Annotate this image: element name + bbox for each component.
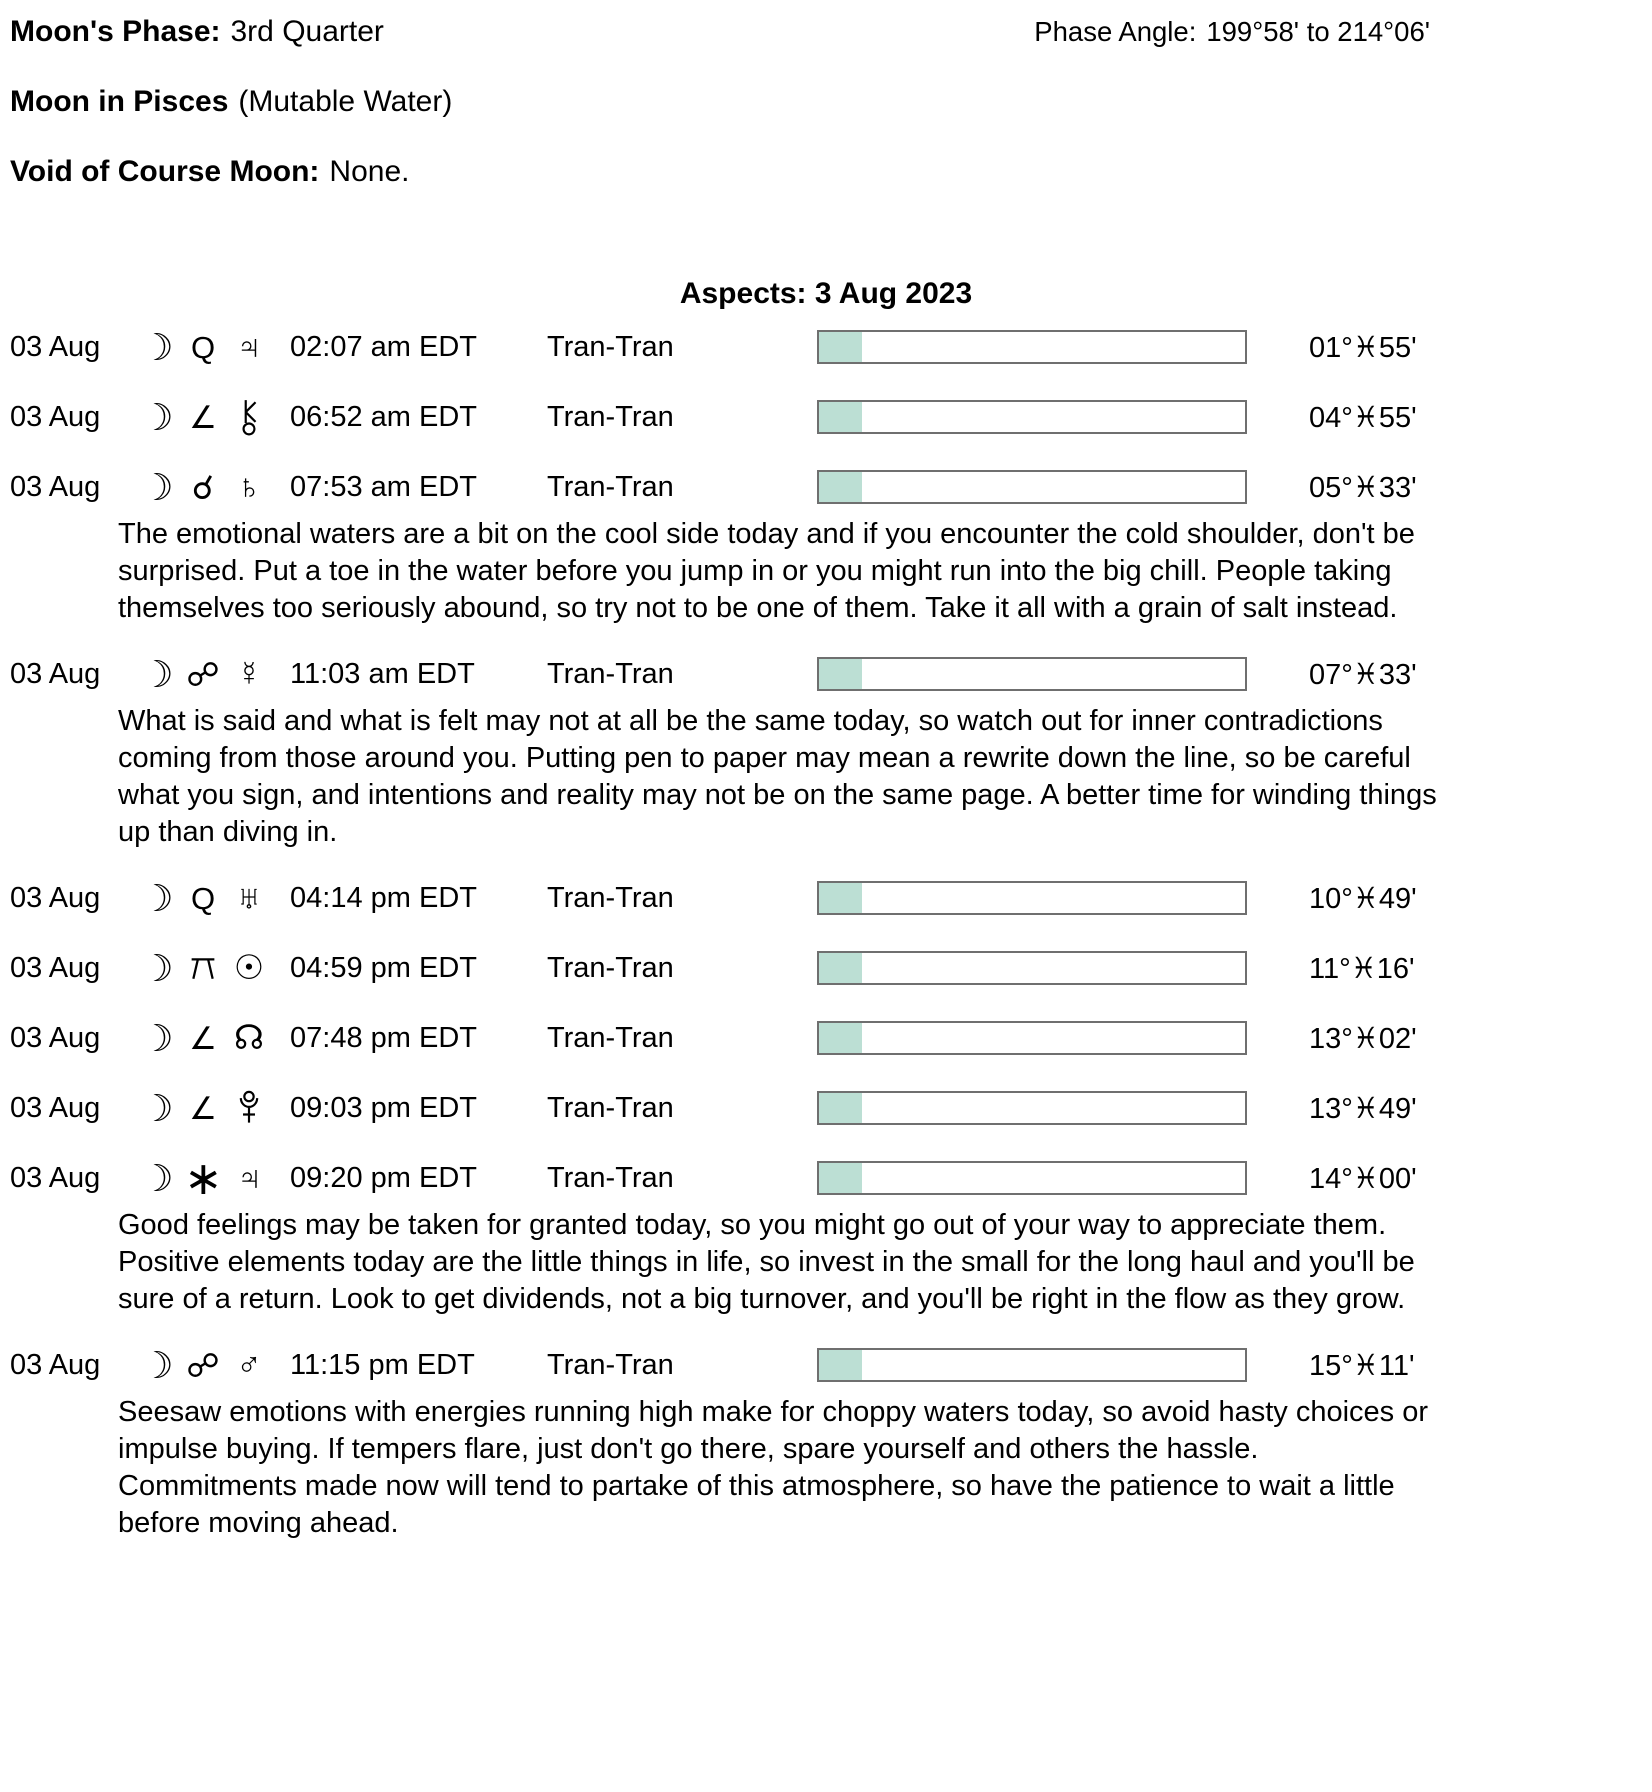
- aspect-type: Tran-Tran: [547, 1021, 674, 1054]
- quincunx-icon: [184, 956, 222, 981]
- orb-progress-bar: [817, 470, 1247, 504]
- aspect-type: Tran-Tran: [547, 330, 674, 363]
- moons-phase-label: Moon's Phase:: [10, 15, 221, 48]
- aspect-symbols: [138, 1017, 290, 1059]
- orb-progress-bar: [817, 330, 1247, 364]
- moon-icon: ☽: [140, 877, 174, 919]
- aspect-symbols: [138, 1152, 290, 1204]
- jupiter-icon: ♃: [236, 1159, 263, 1197]
- aspect-date: 03 Aug: [10, 1161, 101, 1194]
- aspect-degree: 13°♓49': [1309, 1092, 1417, 1125]
- phase-angle-label: Phase Angle:: [1034, 16, 1197, 47]
- orb-progress-fill: [819, 883, 862, 913]
- sun-icon: ☉: [233, 949, 265, 987]
- orb-progress-fill: [819, 1023, 862, 1053]
- aspect-degree: 11°♓16': [1309, 952, 1415, 985]
- aspect-time: 09:03 pm EDT: [290, 1091, 477, 1124]
- aspect-date: 03 Aug: [10, 1091, 101, 1124]
- aspect-time: 04:14 pm EDT: [290, 881, 477, 914]
- quintile-icon: Q: [190, 880, 216, 916]
- aspect-type: Tran-Tran: [547, 951, 674, 984]
- aspect-type: Tran-Tran: [547, 1348, 674, 1381]
- aspect-time: 07:53 am EDT: [290, 470, 477, 503]
- aspect-degree: 13°♓02': [1309, 1022, 1417, 1055]
- orb-progress-fill: [819, 1350, 862, 1380]
- moon-icon: ☽: [140, 1344, 174, 1386]
- moons-phase-value: 3rd Quarter: [230, 15, 384, 48]
- orb-progress-fill: [819, 1163, 862, 1193]
- aspect-date: 03 Aug: [10, 881, 101, 914]
- conjunction-icon: ☌: [191, 468, 215, 506]
- aspect-date: 03 Aug: [10, 400, 101, 433]
- aspect-time: 06:52 am EDT: [290, 400, 477, 433]
- aspect-symbols: [138, 466, 290, 508]
- moon-icon: ☽: [140, 653, 174, 695]
- aspects-title: Aspects: 3 Aug 2023: [679, 277, 973, 310]
- aspect-degree: 14°♓00': [1309, 1162, 1417, 1195]
- header-row-void-of-course: [10, 154, 1652, 190]
- aspect-row: [10, 1073, 1652, 1143]
- aspect-date: 03 Aug: [10, 330, 101, 363]
- aspect-type: Tran-Tran: [547, 400, 674, 433]
- aspect-row: [10, 312, 1652, 382]
- aspect-symbols: [138, 396, 290, 438]
- aspect-row: [10, 1003, 1652, 1073]
- orb-progress-bar: [817, 881, 1247, 915]
- orb-progress-bar: [817, 951, 1247, 985]
- void-of-course-value: None.: [329, 155, 410, 188]
- orb-progress-bar: [817, 400, 1247, 434]
- orb-progress-bar: [817, 1161, 1247, 1195]
- orb-progress-fill: [819, 332, 862, 362]
- aspect-degree: 07°♓33': [1309, 658, 1417, 691]
- aspect-date: 03 Aug: [10, 1348, 101, 1381]
- orb-progress-fill: [819, 472, 862, 502]
- orb-progress-bar: [817, 1091, 1247, 1125]
- north-node-icon: ☊: [233, 1019, 265, 1057]
- sextile-icon: ∗: [184, 1152, 223, 1204]
- mercury-icon: ☿: [236, 655, 262, 693]
- aspect-symbols: [138, 326, 290, 368]
- aspect-date: 03 Aug: [10, 1021, 101, 1054]
- moon-icon: ☽: [140, 1157, 174, 1199]
- aspect-symbols: [138, 1087, 290, 1129]
- aspect-time: 11:15 pm EDT: [290, 1348, 475, 1381]
- aspect-degree: 01°♓55': [1309, 331, 1417, 364]
- semisquare-icon: ∠: [189, 1090, 217, 1126]
- orb-progress-bar: [817, 657, 1247, 691]
- orb-progress-bar: [817, 1021, 1247, 1055]
- aspect-degree: 05°♓33': [1309, 471, 1417, 504]
- opposition-icon: ☍: [186, 655, 220, 693]
- aspect-symbols: [138, 1344, 290, 1386]
- aspect-row: [10, 1330, 1652, 1400]
- aspect-degree: 04°♓55': [1309, 401, 1417, 434]
- opposition-icon: ☍: [186, 1346, 220, 1384]
- orb-progress-fill: [819, 1093, 862, 1123]
- aspect-time: 11:03 am EDT: [290, 657, 475, 690]
- moon-icon: ☽: [140, 1017, 174, 1059]
- aspect-type: Tran-Tran: [547, 470, 674, 503]
- aspect-symbols: [138, 877, 290, 919]
- moon-icon: ☽: [140, 466, 174, 508]
- aspect-time: 07:48 pm EDT: [290, 1021, 477, 1054]
- orb-progress-fill: [819, 402, 862, 432]
- aspect-symbols: [138, 947, 290, 989]
- orb-progress-fill: [819, 659, 862, 689]
- moon-icon: ☽: [140, 396, 174, 438]
- aspect-row: [10, 452, 1652, 522]
- moon-icon: ☽: [140, 947, 174, 989]
- aspect-row: [10, 382, 1652, 452]
- chiron-icon: [230, 399, 268, 436]
- saturn-icon: ♄: [236, 468, 262, 506]
- phase-angle: [1034, 16, 1430, 48]
- aspect-interpretation: What is said and what is felt may not at all be the same today, so watch out for inner contradictions coming from those around you. Putting pen to paper may mean a rewrite down the line, so be careful what you sign, and intentions and reality may not be on the same page. A better time for winding things up than diving in.: [118, 705, 1437, 848]
- uranus-icon: ♅: [236, 879, 262, 917]
- aspect-type: Tran-Tran: [547, 1091, 674, 1124]
- aspect-type: Tran-Tran: [547, 881, 674, 914]
- aspect-row: [10, 639, 1652, 709]
- aspect-time: 09:20 pm EDT: [290, 1161, 477, 1194]
- moon-icon: ☽: [140, 326, 174, 368]
- orb-progress-bar: [817, 1348, 1247, 1382]
- quintile-icon: Q: [190, 329, 216, 365]
- aspect-degree: 15°♓11': [1309, 1349, 1415, 1382]
- moon-sign-note: (Mutable Water): [238, 85, 453, 118]
- aspect-date: 03 Aug: [10, 657, 101, 690]
- jupiter-icon: ♃: [236, 328, 262, 366]
- mars-icon: ♂: [236, 1346, 262, 1384]
- aspect-row: [10, 863, 1652, 933]
- pluto-icon: [230, 1090, 268, 1127]
- header-row-moon-sign: [10, 84, 1652, 120]
- semisquare-icon: ∠: [189, 1020, 217, 1056]
- semisquare-icon: ∠: [189, 399, 217, 435]
- aspect-symbols: [138, 653, 290, 695]
- aspect-time: 02:07 am EDT: [290, 330, 477, 363]
- aspect-degree: 10°♓49': [1309, 882, 1417, 915]
- aspect-interpretation: Good feelings may be taken for granted today, so you might go out of your way to appreciate them. Positive elements today are the little things in life, so invest in the small for the long haul and you'll be sure of a return. Look to get dividends, not a big turnover, and you'll be right in the flow as they grow.: [118, 1209, 1415, 1315]
- aspect-row: [10, 933, 1652, 1003]
- moon-icon: ☽: [140, 1087, 174, 1129]
- aspect-type: Tran-Tran: [547, 1161, 674, 1194]
- aspect-row: [10, 1143, 1652, 1213]
- aspect-time: 04:59 pm EDT: [290, 951, 477, 984]
- aspect-type: Tran-Tran: [547, 657, 674, 690]
- moon-sign-label: Moon in Pisces: [10, 85, 229, 118]
- orb-progress-fill: [819, 953, 862, 983]
- aspect-list: [10, 312, 1652, 1542]
- aspect-interpretation: The emotional waters are a bit on the cool side today and if you encounter the cold shoulder, don't be surprised. Put a toe in the water before you jump in or you might run into the big chill. People taking themselves too seriously abound, so try not to be one of them. Take it all with a grain of salt instead.: [118, 518, 1415, 624]
- void-of-course-label: Void of Course Moon:: [10, 155, 320, 188]
- aspect-interpretation: Seesaw emotions with energies running high make for choppy waters today, so avoid hasty choices or impulse buying. If tempers flare, just don't go there, spare yourself and others the hassle. Commitments made now will tend to partake of this atmosphere, so have the patience to wait a little before moving ahead.: [118, 1396, 1428, 1539]
- aspect-date: 03 Aug: [10, 951, 101, 984]
- phase-angle-value: 199°58' to 214°06': [1206, 16, 1430, 47]
- aspect-date: 03 Aug: [10, 470, 101, 503]
